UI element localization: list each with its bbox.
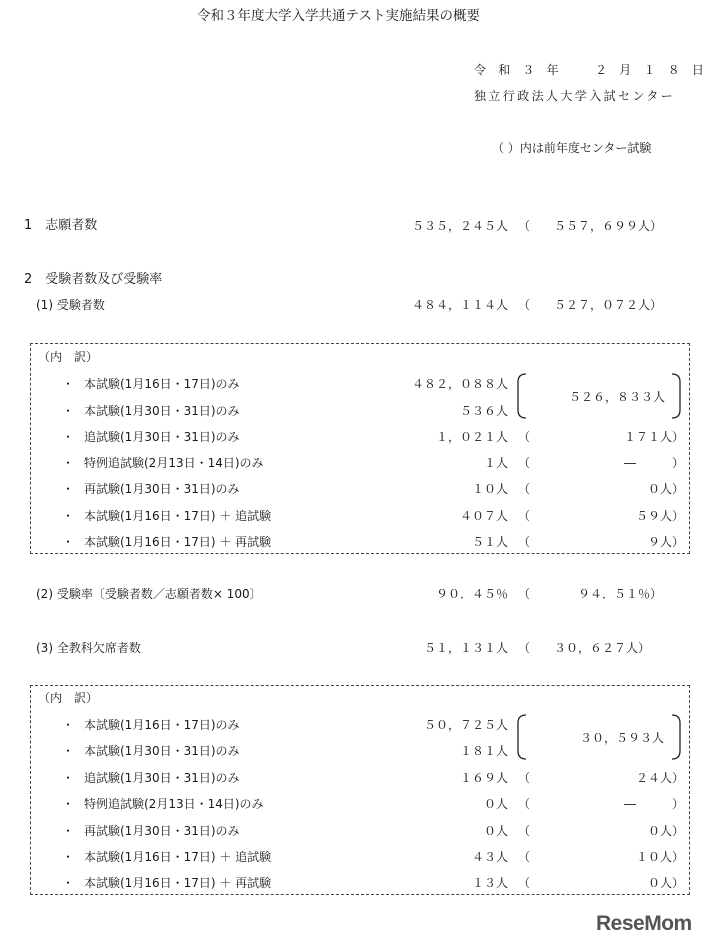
breakdown-row-value: ５３６人 <box>459 404 508 418</box>
breakdown-row-open-paren: （ <box>518 850 531 864</box>
absent-prev: （ ３０，６２７人） <box>518 641 651 655</box>
row-bullet: ・ <box>62 876 75 890</box>
breakdown-row-value: ４０７人 <box>459 509 508 523</box>
row-bullet: ・ <box>62 430 75 444</box>
breakdown-row-open-paren: （ <box>518 797 531 811</box>
breakdown-heading: （内 訳） <box>38 350 99 364</box>
row-bullet: ・ <box>62 456 75 470</box>
breakdown-row-label: 特例追試験(2月13日・14日)のみ <box>84 797 264 811</box>
row-bullet: ・ <box>62 824 75 838</box>
row-bullet: ・ <box>62 535 75 549</box>
breakdown-row-value: ５０，７２５人 <box>423 718 508 732</box>
breakdown-row-value: ０人 <box>483 797 508 811</box>
breakdown-row-label: 本試験(1月16日・17日) ＋ 再試験 <box>84 535 272 549</box>
breakdown-row-label: 追試験(1月30日・31日)のみ <box>84 430 240 444</box>
section-applicants-prev: （ ５５７，６９９人） <box>518 219 663 233</box>
breakdown-row-label: 追試験(1月30日・31日)のみ <box>84 771 240 785</box>
absent-value: ５１，１３１人 <box>423 641 508 655</box>
breakdown-row-value: １８１人 <box>459 744 508 758</box>
row-bullet: ・ <box>62 771 75 785</box>
breakdown-row-value: ４８２，０８８人 <box>411 377 508 391</box>
absent-label: (3) 全教科欠席者数 <box>36 641 141 655</box>
breakdown-row-open-paren: （ <box>518 876 531 890</box>
breakdown-row-value: １，０２１人 <box>435 430 508 444</box>
row-bullet: ・ <box>62 850 75 864</box>
breakdown-row-value: １６９人 <box>459 771 508 785</box>
rate-prev: （ ９４．５１％） <box>518 587 663 601</box>
breakdown-row-label: 特例追試験(2月13日・14日)のみ <box>84 456 264 470</box>
breakdown-row-label: 再試験(1月30日・31日)のみ <box>84 482 240 496</box>
breakdown-row-prev: ― ） <box>623 456 684 470</box>
breakdown-row-prev: １０人） <box>635 850 684 864</box>
rate-value: ９０．４５％ <box>435 587 508 601</box>
row-bullet: ・ <box>62 797 75 811</box>
breakdown-row-value: １３人 <box>471 876 508 890</box>
merged-prev-value: ５２６，８３３人 <box>569 390 666 404</box>
breakdown-row-prev: ０人） <box>647 482 684 496</box>
breakdown-row-open-paren: （ <box>518 824 531 838</box>
breakdown-row-prev: ９人） <box>647 535 684 549</box>
section-examinees-heading: 2 受験者数及び受験率 <box>24 272 163 287</box>
breakdown-row-prev: ５９人） <box>635 509 684 523</box>
breakdown-row-prev: ０人） <box>647 876 684 890</box>
breakdown-row-open-paren: （ <box>518 456 531 470</box>
rate-label: (2) 受験率〔受験者数／志願者数× 100〕 <box>36 587 262 601</box>
breakdown-row-label: 本試験(1月16日・17日) ＋ 追試験 <box>84 850 272 864</box>
comparison-note: （ ）内は前年度センター試験 <box>492 141 652 155</box>
breakdown-row-open-paren: （ <box>518 509 531 523</box>
absent-breakdown-heading: （内 訳） <box>38 691 99 705</box>
breakdown-row-open-paren: （ <box>518 482 531 496</box>
section-applicants-label: 1 志願者数 <box>24 218 98 233</box>
organization-name: 独立行政法人大学入試センター <box>474 89 676 103</box>
resemom-logo: ReseMom <box>596 912 692 935</box>
breakdown-row-open-paren: （ <box>518 430 531 444</box>
breakdown-row-value: １人 <box>483 456 508 470</box>
breakdown-row-open-paren: （ <box>518 771 531 785</box>
breakdown-row-prev: ― ） <box>623 797 684 811</box>
breakdown-row-value: ５１人 <box>471 535 508 549</box>
examinees-prev: （ ５２７，０７２人） <box>518 298 663 312</box>
breakdown-row-label: 再試験(1月30日・31日)のみ <box>84 824 240 838</box>
row-bullet: ・ <box>62 377 75 391</box>
breakdown-row-label: 本試験(1月16日・17日)のみ <box>84 718 240 732</box>
breakdown-row-prev: ０人） <box>647 824 684 838</box>
examinees-label: (1) 受験者数 <box>36 298 105 312</box>
absent-merged-prev-value: ３０，５９３人 <box>580 731 665 745</box>
breakdown-row-value: １０人 <box>471 482 508 496</box>
examinees-value: ４８４，１１４人 <box>411 298 508 312</box>
breakdown-row-label: 本試験(1月16日・17日) ＋ 追試験 <box>84 509 272 523</box>
row-bullet: ・ <box>62 509 75 523</box>
document-date: 令 和 ３ 年 ２ 月 １ ８ 日 <box>474 63 709 77</box>
row-bullet: ・ <box>62 718 75 732</box>
breakdown-row-label: 本試験(1月30日・31日)のみ <box>84 404 240 418</box>
breakdown-row-value: ０人 <box>483 824 508 838</box>
breakdown-row-prev: ２４人） <box>635 771 684 785</box>
row-bullet: ・ <box>62 744 75 758</box>
row-bullet: ・ <box>62 404 75 418</box>
breakdown-row-value: ４３人 <box>471 850 508 864</box>
breakdown-row-label: 本試験(1月30日・31日)のみ <box>84 744 240 758</box>
row-bullet: ・ <box>62 482 75 496</box>
breakdown-row-label: 本試験(1月16日・17日)のみ <box>84 377 240 391</box>
breakdown-row-prev: １７１人） <box>623 430 684 444</box>
section-applicants-value: ５３５，２４５人 <box>411 219 508 233</box>
page-title: 令和３年度大学入学共通テスト実施結果の概要 <box>197 8 480 24</box>
breakdown-row-open-paren: （ <box>518 535 531 549</box>
breakdown-row-label: 本試験(1月16日・17日) ＋ 再試験 <box>84 876 272 890</box>
